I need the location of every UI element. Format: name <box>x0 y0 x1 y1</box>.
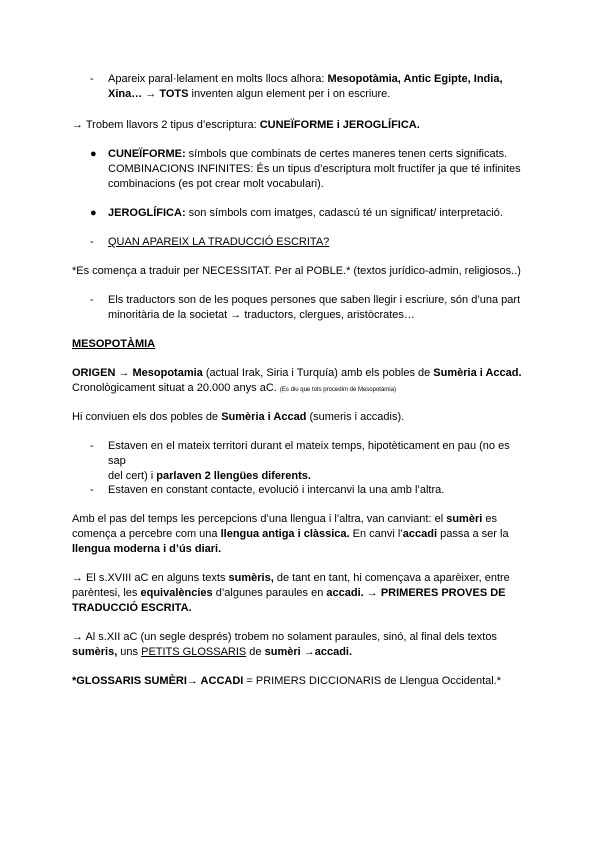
paragraph-parallel-origins <box>108 72 530 102</box>
paragraph-necessity <box>72 264 528 279</box>
bold-run: JEROGLÍFICA: <box>108 207 186 219</box>
text-run: → <box>363 587 381 599</box>
text-run: Estaven en constant contacte, evolució i intercanvi la una amb l’altra. <box>108 484 445 496</box>
bold-run: accadi. <box>326 587 364 599</box>
paragraph-xii-century <box>72 630 528 660</box>
paragraph-cuneiforme <box>108 147 530 192</box>
dash-marker: - <box>90 236 94 248</box>
bold-run: CUNEÏFORME i JEROGLÍFICA. <box>259 119 420 131</box>
bullet-marker: ● <box>90 207 97 219</box>
bold-run: accadi <box>402 528 438 540</box>
text-run: comença a percebre com una <box>72 528 221 540</box>
paragraph-xviii-century <box>72 571 528 616</box>
bold-run: TRADUCCIÓ ESCRITA. <box>72 602 192 614</box>
paragraph-contact <box>108 483 530 498</box>
dash-marker: - <box>90 440 94 452</box>
underlined-run: QUAN APAREIX LA TRADUCCIÓ ESCRITA? <box>108 236 330 248</box>
bold-run: parlaven 2 llengües diferents. <box>156 470 311 482</box>
dash-marker: - <box>90 484 94 496</box>
bold-run: llengua moderna i d’ús diari. <box>72 543 222 555</box>
text-run: Amb el pas del temps les percepcions d’una llengua i l’altra, van canviant: el <box>72 513 447 525</box>
text-run: combinacions (es pot crear molt vocabulari). <box>108 178 324 190</box>
bold-run: Sumèria i Accad. <box>433 367 522 379</box>
text-run: son símbols com imatges, cadascú té un significat/ interpretació. <box>185 207 503 219</box>
text-run: (sumeris i accadis). <box>306 411 405 423</box>
dash-marker: - <box>90 294 94 306</box>
text-run: del cert) i <box>108 470 157 482</box>
bold-run: ORIGEN → Mesopotamia <box>72 367 203 379</box>
paragraph-same-territory <box>108 439 530 484</box>
text-run: → El s.XVIII aC en alguns texts <box>72 572 229 584</box>
bold-run: sumèri <box>446 513 483 525</box>
text-run: → Al s.XII aC (un segle després) trobem no solament paraules, sinó, al final dels textos <box>72 631 497 643</box>
dash-marker: - <box>90 73 94 85</box>
paragraph-glossaries <box>72 674 528 689</box>
text-run: = PRIMERS DICCIONARIS de Llengua Occidental.* <box>243 675 502 687</box>
paragraph-question <box>108 235 530 250</box>
text-run: Cronològicament situat a 20.000 anys aC. <box>72 382 280 394</box>
bold-run: Xina… <box>108 88 143 100</box>
bold-run: PRIMERES PROVES DE <box>380 587 506 599</box>
bullet-marker: ● <box>90 148 97 160</box>
text-run: minoritària de la societat → traductors, clergues, aristòcrates… <box>108 309 415 321</box>
bold-run: sumèris, <box>72 646 118 658</box>
text-run: es <box>482 513 497 525</box>
text-run: *Es comença a traduir per NECESSITAT. Per al POBLE.* (textos jurídico-admin, religiosos..) <box>72 265 521 277</box>
paragraph-origin <box>72 366 528 398</box>
text-run: passa a ser la <box>437 528 509 540</box>
bold-run: TOTS <box>159 88 189 100</box>
bold-run: sumèris, <box>228 572 274 584</box>
bold-run: CUNEÏFORME: <box>108 148 186 160</box>
section-heading <box>72 337 528 352</box>
underlined-run: MESOPOTÀMIA <box>72 338 156 350</box>
bold-run: sumèri →accadi. <box>264 646 353 658</box>
text-run: En canvi l’ <box>349 528 403 540</box>
text-run: uns <box>117 646 142 658</box>
text-run: (actual Irak, Siria i Turquía) amb els pobles de <box>202 367 434 379</box>
paragraph-two-peoples <box>72 410 528 425</box>
text-run: símbols que combinats de certes maneres tenen certs significats. <box>185 148 508 160</box>
text-run: Apareix paral·lelament en molts llocs alhora: <box>108 73 328 85</box>
bold-run: llengua antiga i clàssica. <box>220 528 350 540</box>
text-run: de <box>246 646 265 658</box>
paragraph-perceptions <box>72 512 528 557</box>
small-note: (Es diu que tots procedim de Mesopotàmia) <box>279 387 396 393</box>
text-run: parèntesi, les <box>72 587 141 599</box>
text-run: de tant en tant, hi començava a aparèixer, entre <box>273 572 510 584</box>
paragraph-jeroglifica <box>108 206 530 221</box>
text-run: Els traductors son de les poques persones que saben llegir i escriure, són d’una part <box>108 294 521 306</box>
text-run: → Trobem llavors 2 tipus d’escriptura: <box>72 119 260 131</box>
underlined-run: PETITS GLOSSARIS <box>141 646 247 658</box>
paragraph-two-types <box>72 118 528 133</box>
paragraph-translators <box>108 293 530 323</box>
text-run: inventen algun element per i on escriure. <box>188 88 391 100</box>
bold-run: equivalències <box>140 587 213 599</box>
text-run: Hi conviuen els dos pobles de <box>72 411 222 423</box>
text-run: Estaven en el mateix territori durant el mateix temps, hipotèticament en pau (no es sap <box>108 440 510 467</box>
bold-run: Sumèria i Accad <box>221 411 307 423</box>
text-run: COMBINACIONS INFINITES: És un tipus d’escriptura molt fructífer ja que té infinites <box>108 163 521 175</box>
text-run: d’algunes paraules en <box>212 587 327 599</box>
text-run: → <box>142 88 160 100</box>
bold-run: *GLOSSARIS SUMÈRI→ ACCADI <box>72 675 244 687</box>
bold-run: Mesopotàmia, Antic Egipte, India, <box>327 73 503 85</box>
